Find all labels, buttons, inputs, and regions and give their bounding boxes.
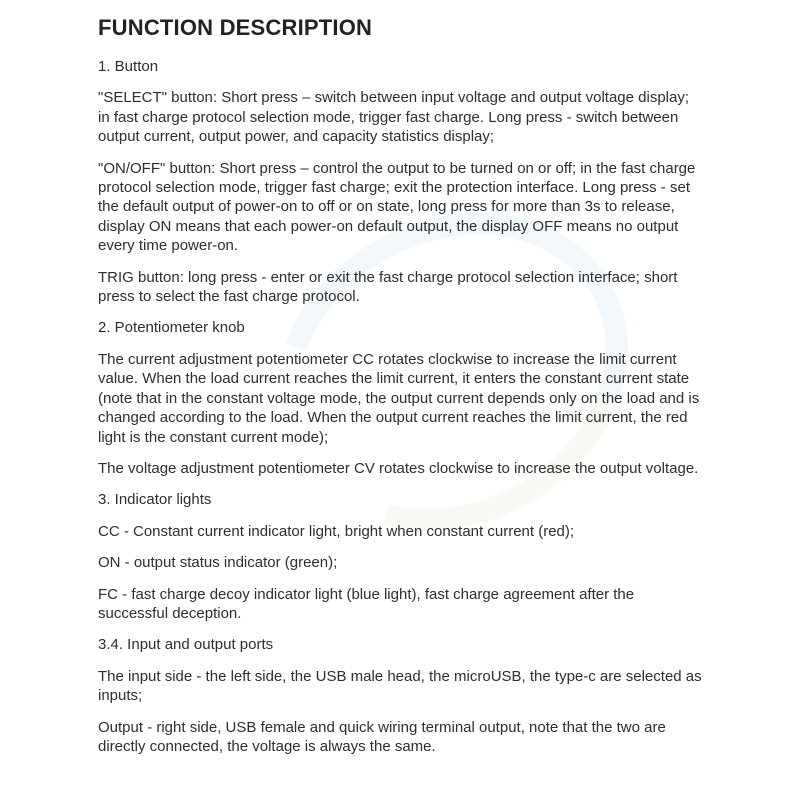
- paragraph-cc-indicator: CC - Constant current indicator light, bright when constant current (red);: [98, 522, 575, 540]
- section-input-output-ports: [98, 635, 704, 756]
- paragraph-cc-potentiometer: The current adjustment potentiometer CC rotates clockwise to increase the limit current value. When the load current reaches the limit current, it enters the constant current state (note that in the constant voltage mode, the output current depends only on the load and is changed according to the load. When the output current reaches the limit current, the red light is the constant current mode);: [98, 350, 700, 446]
- paragraph-fc-indicator: FC - fast charge decoy indicator light (blue light), fast charge agreement after the successful deception.: [98, 585, 635, 622]
- section-heading-button: 1. Button: [98, 58, 159, 75]
- section-button: [98, 57, 704, 306]
- section-heading-potentiometer: 2. Potentiometer knob: [98, 319, 245, 337]
- document-title: FUNCTION DESCRIPTION: [98, 15, 373, 40]
- section-heading-indicator-lights: 3. Indicator lights: [98, 491, 212, 509]
- paragraph-input-side: The input side - the left side, the USB male head, the microUSB, the type-c are selected as inputs;: [98, 667, 702, 705]
- paragraph-on-indicator: ON - output status indicator (green);: [98, 554, 338, 572]
- paragraph-onoff-button: "ON/OFF" button: Short press – control the output to be turned on or off; in the fast charge protocol selection mode, trigger fast charge; exit the protection interface. Long press - set the default output of power-on to off or on state, long press for more than 3s to release, display ON means that each power-on default output, the display OFF means no output every time power-on.: [98, 159, 696, 255]
- paragraph-output-side: Output - right side, USB female and quick wiring terminal output, note that the two are directly connected, the voltage is always the same.: [98, 718, 666, 755]
- section-potentiometer: [98, 318, 704, 478]
- paragraph-trig-button: TRIG button: long press - enter or exit the fast charge protocol selection interface; short press to select the fast charge protocol.: [98, 268, 678, 306]
- section-indicator-lights: [98, 490, 704, 623]
- section-heading-input-output-ports: 3.4. Input and output ports: [98, 636, 274, 654]
- paragraph-cv-potentiometer: The voltage adjustment potentiometer CV rotates clockwise to increase the output voltage.: [98, 459, 699, 477]
- paragraph-select-button: "SELECT" button: Short press – switch between input voltage and output voltage display; in fast charge protocol selection mode, trigger fast charge. Long press - switch between output current, output power, and capacity statistics display;: [98, 89, 689, 146]
